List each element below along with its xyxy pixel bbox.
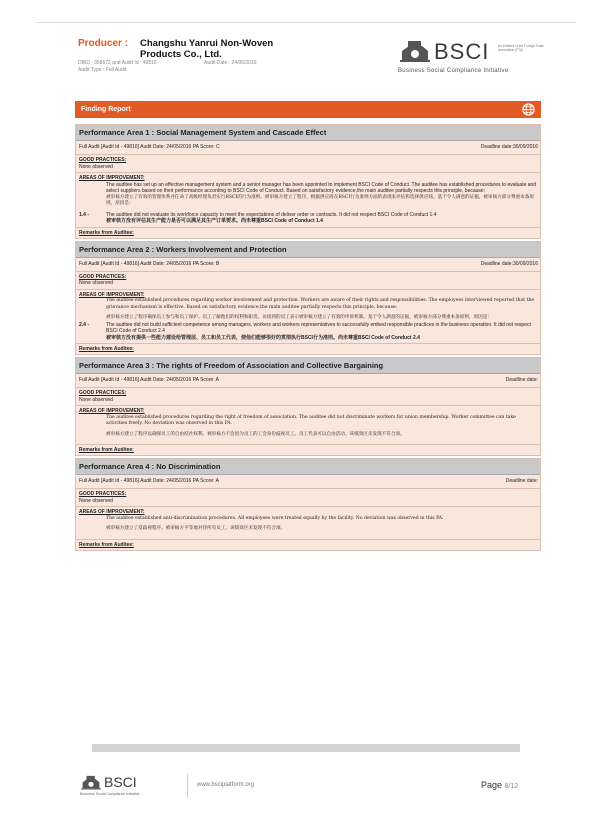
good-practices-block	[76, 155, 540, 173]
logo-subtext: An initiative of the Foreign Trade Association (FTA)	[498, 44, 544, 52]
page-indicator	[481, 780, 518, 790]
findings-body	[75, 124, 541, 553]
producer-name: Changshu Yanrui Non-Woven Products Co., Ltd.	[140, 38, 274, 60]
improvement-heading: AREAS OF IMPROVEMENT:	[79, 291, 145, 298]
performance-area-section	[75, 458, 541, 551]
deadline-date: Deadline date:30/09/2016	[480, 260, 538, 267]
deadline-date: Deadline date:30/09/2016	[480, 144, 538, 150]
improvement-text-en: The auditee established anti-discrimination procedures. All employees were treated equally by the facility. No deviation was observed in this PA.	[106, 515, 444, 521]
section-title: Performance Area 2 : Workers Involvement and Protection	[76, 242, 540, 258]
footer-logo	[80, 775, 190, 799]
audit-info-text: Full Audit [Audit Id - 49816] Audit Date: 24/05/2016 PA Score: A	[79, 478, 219, 484]
finding-number: 1.4 -	[79, 211, 90, 218]
improvement-block	[76, 173, 540, 228]
dbid-line: DBID : 358672 and Audit Id : 49816	[78, 60, 157, 66]
audit-info-text: Full Audit [Audit Id - 49816] Audit Date: 24/05/2016 PA Score: A	[79, 377, 219, 383]
good-practices-text: None observed	[79, 163, 113, 170]
finding-text-cn: 被审核方没有评估其生产能力是否可以满足其生产订单要求。尚未尊重BSCI Code of Conduct 1.4	[106, 218, 323, 224]
performance-area-section	[75, 241, 541, 356]
finding-item	[79, 322, 537, 342]
audit-info	[76, 475, 540, 489]
good-practices-heading: GOOD PRACTICES:	[79, 390, 127, 396]
good-practices-block	[76, 272, 540, 290]
finding-text-en: The auditee did not evaluate its workforce capacity to meet the expectations of deliver order or contracts. It did not respect BSCI Code of Conduct 1.4	[106, 211, 437, 218]
finding-item	[79, 212, 537, 225]
audit-info	[76, 258, 540, 272]
good-practices-block	[76, 489, 540, 507]
logo-text: BSCI	[434, 39, 490, 64]
section-title: Performance Area 3 : The rights of Freedom of Association and Collective Bargaining	[76, 358, 540, 374]
finding-text-en: The auditee did not build sufficient competence among managers, workers and workers representatives to successfully embed responsible practices in the business operation. It did not respect BSCI Code of Conduct 2.4	[106, 321, 531, 334]
good-practices-text: None observed	[79, 497, 113, 504]
improvement-text-cn: 被审核方建立了有效的管理体系并任命了高级经理负责实行BSCI的行为准则。被审核方建立了程序，根据供应商在BSCI行为准则方面的表现来评估和选择供应商。基于令人满意的证据，被审核方部分尊重本条原则，原因是：	[106, 194, 534, 206]
performance-area-section	[75, 124, 541, 239]
remarks-heading: Remarks from Auditee:	[79, 229, 134, 236]
improvement-block	[76, 507, 540, 540]
improvement-text-cn: 被审核方建立了程序以确保员工的自由结社权利。被审核方不会因为员工的工会身份歧视员工。员工代表可以自由活动。该绩效区未发现不符合项。	[106, 431, 405, 437]
audit-info-text: Full Audit [Audit Id - 49816] Audit Date: 24/05/2016 PA Score: C	[79, 144, 220, 150]
improvement-text-cn: 被审核方建立了程序确保员工参与和员工保护。员工了解他们的权利和职责。访谈到的员工表示被审核方建立了有效的申诉机制。基于令人满意的证据，被审核方部分尊重本条原则，原因是：	[106, 315, 492, 320]
finding-text-cn: 被审核方没有提供一些能力建设给管理层、员工和员工代表，使他们能够很好的贯彻执行BSCI行为准则。尚未尊重BSCI Code of Conduct 2.4	[106, 334, 420, 341]
improvement-block	[76, 406, 540, 445]
logo-tagline: Business Social Compliance Initiative	[398, 68, 509, 74]
section-title: Performance Area 4 : No Discrimination	[76, 459, 540, 475]
footer-divider	[187, 774, 188, 798]
audit-info	[76, 374, 540, 388]
page-label: Page	[481, 780, 503, 790]
good-practices-text: None observed	[79, 280, 113, 286]
improvement-block	[76, 290, 540, 345]
footer-logo-tagline: Business Social Compliance Initiative	[80, 792, 140, 796]
remarks-heading: Remarks from Auditee:	[79, 447, 134, 453]
improvement-text-en: The auditee established procedures regarding worker involvement and protection. Workers are aware of their rights and responsibilities. The employees interviewed reported that the grievance mechanism is effective. Based on satisfactory evidence,the main auditee partially respects this principle, because:	[106, 298, 535, 310]
good-practices-heading: GOOD PRACTICES:	[79, 273, 127, 280]
good-practices-heading: GOOD PRACTICES:	[79, 157, 127, 163]
footer-url-link[interactable]: www.bsciplatform.org	[197, 782, 255, 788]
footer-bar	[92, 744, 520, 752]
bsci-emblem-icon	[398, 40, 432, 64]
deadline-date: Deadline date:	[505, 377, 538, 383]
finding-report-bar	[75, 101, 541, 118]
good-practices-heading: GOOD PRACTICES:	[79, 491, 127, 497]
remarks-heading: Remarks from Auditee:	[79, 346, 134, 352]
bsci-emblem-icon	[80, 775, 102, 791]
globe-icon[interactable]	[522, 103, 535, 116]
producer-label: Producer :	[78, 38, 129, 49]
improvement-text-cn: 被审核方建立了反歧视程序。被审核方平等地对待所有员工。该绩效区未发现不符合项。	[106, 526, 286, 531]
section-title: Performance Area 1 : Social Management System and Cascade Effect	[76, 125, 540, 141]
improvement-text-en: The auditee has set up an effective management system and a senior manager has been appointed to implement BSCI Code of Conduct. The auditee has established procedures to evaluate and select suppliers based on their performance according to BSCI Code of Conduct. Based on satisfactory evidence,the main auditee partially respects this principle, because:	[106, 181, 537, 194]
performance-area-section	[75, 357, 541, 456]
improvement-text-en: The auditee established procedures regarding the right of freedom of association. The auditee did not discriminate workers for union membership. Worker committee can take activities freely. No deviation was observed in this PA.	[106, 414, 516, 426]
good-practices-block	[76, 388, 540, 406]
improvement-heading: AREAS OF IMPROVEMENT:	[79, 509, 145, 515]
bsci-logo	[394, 38, 564, 74]
report-header	[78, 36, 544, 96]
audit-type-line: Audit Type : Full Audit	[78, 67, 127, 73]
improvement-heading: AREAS OF IMPROVEMENT:	[79, 408, 145, 414]
audit-info	[76, 141, 540, 155]
page-number: 8/12	[504, 783, 519, 790]
audit-date-line: Audit Date : 24/05/2016	[204, 60, 257, 66]
top-divider	[36, 22, 576, 23]
finding-number: 2.4 -	[79, 321, 90, 328]
deadline-date: Deadline date:	[505, 478, 538, 484]
good-practices-text: None observed	[79, 396, 113, 403]
improvement-heading: AREAS OF IMPROVEMENT:	[79, 175, 145, 181]
remarks-heading: Remarks from Auditee:	[79, 541, 134, 548]
finding-report-label: Finding Report	[81, 106, 131, 113]
audit-info-text: Full Audit [Audit Id - 49816] Audit Date: 24/05/2016 PA Score: B	[79, 260, 220, 267]
footer-logo-text: BSCI	[104, 774, 137, 790]
